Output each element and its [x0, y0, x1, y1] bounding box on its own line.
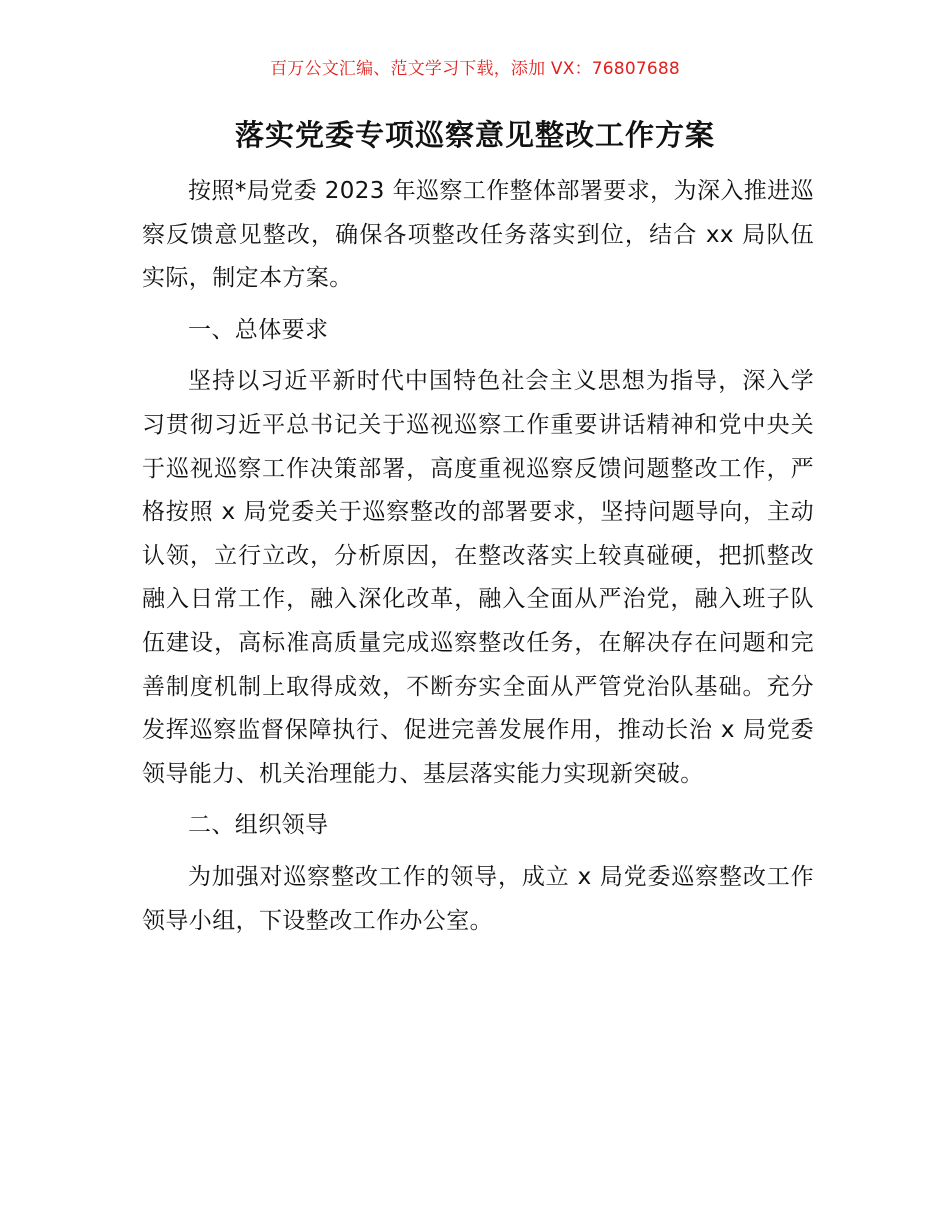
general-requirements-paragraph: 坚持以习近平新时代中国特色社会主义思想为指导，深入学习贯彻习近平总书记关于巡视巡察工作重要讲话精神和党中央关于巡视巡察工作决策部署，高度重视巡察反馈问题整改工作，严格按照 x 局党委关于巡察整改的部署要求，坚持问题导向，主动认领，立行立改，分析原因，在整改落实上较真碰硬，把抓整改融入日常工作，融入深化改革，融入全面从严治党，融入班子队伍建设，高标准高质量完成巡察整改任务，在解决存在问题和完善制度机制上取得成效，不断夯实全面从严管党治队基础。充分发挥巡察监督保障执行、促进完善发展作用，推动长治 x 局党委领导能力、机关治理能力、基层落实能力实现新突破。 [142, 368, 814, 787]
document-body [142, 170, 814, 943]
watermark-banner: 百万公文汇编、范文学习下载，添加 VX：76807688 [270, 59, 680, 79]
section-heading-general-requirements: 一、总体要求 [188, 316, 329, 343]
section-heading-organization-leadership: 二、组织领导 [188, 812, 329, 839]
intro-paragraph: 按照*局党委 2023 年巡察工作整体部署要求，为深入推进巡察反馈意见整改，确保各项整改任务落实到位，结合 xx 局队伍实际，制定本方案。 [142, 178, 814, 292]
organization-leadership-paragraph: 为加强对巡察整改工作的领导，成立 x 局党委巡察整改工作领导小组，下设整改工作办公室。 [142, 863, 814, 934]
document-title: 落实党委专项巡察意见整改工作方案 [234, 118, 715, 152]
